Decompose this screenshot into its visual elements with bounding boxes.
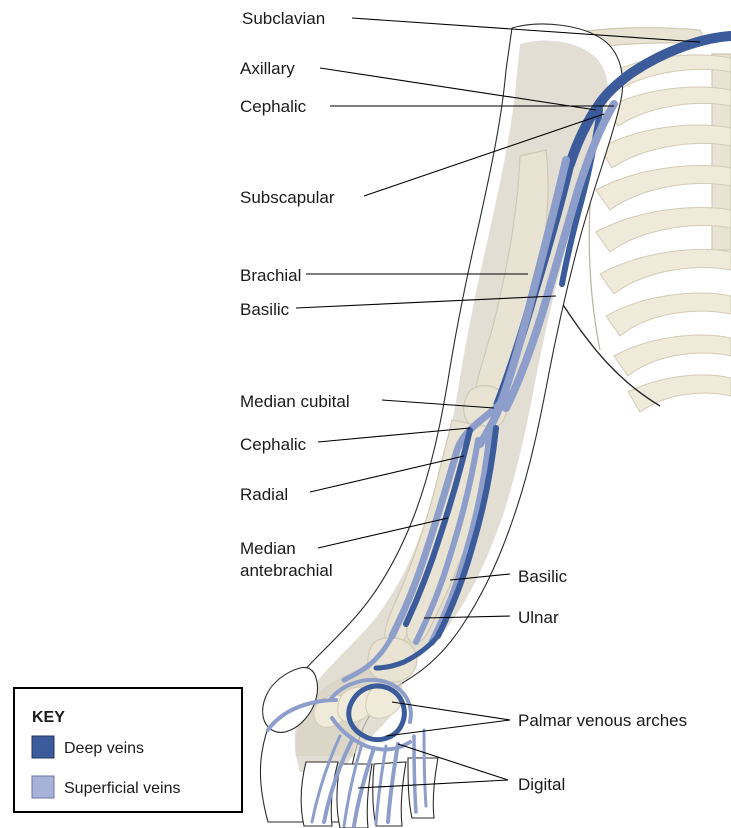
- label-cephalic-upper: Cephalic: [240, 97, 307, 116]
- key-label-superficial-veins: Superficial veins: [64, 780, 181, 797]
- rib-8: [614, 335, 731, 376]
- label-basilic-lower: Basilic: [518, 567, 568, 586]
- label-axillary: Axillary: [240, 59, 295, 78]
- label-median-antebrachial-line2: antebrachial: [240, 561, 333, 580]
- label-cephalic-lower: Cephalic: [240, 435, 307, 454]
- label-subclavian: Subclavian: [242, 9, 326, 28]
- rib-5: [596, 208, 731, 252]
- label-digital: Digital: [518, 775, 566, 794]
- label-radial: Radial: [240, 485, 289, 504]
- rib-3: [600, 125, 731, 168]
- digital-vein-4: [414, 736, 416, 812]
- label-brachial: Brachial: [240, 266, 302, 285]
- key-title: KEY: [32, 709, 65, 726]
- digital-vein-4b: [424, 730, 426, 806]
- label-palmar-venous-arches: Palmar venous arches: [518, 711, 688, 730]
- key-swatch-superficial-veins: [32, 776, 54, 798]
- right-label-group: [518, 567, 687, 794]
- key-label-deep-veins: Deep veins: [64, 740, 145, 757]
- label-median-cubital: Median cubital: [240, 392, 350, 411]
- left-label-group: [240, 9, 350, 580]
- label-basilic-upper: Basilic: [240, 300, 290, 319]
- rib-6: [600, 250, 731, 294]
- rib-9: [628, 375, 731, 412]
- key-swatch-deep-veins: [32, 736, 54, 758]
- label-ulnar: Ulnar: [518, 608, 559, 627]
- rib-7: [606, 293, 731, 336]
- label-median-antebrachial-line1: Median: [240, 539, 296, 558]
- label-subscapular: Subscapular: [240, 188, 335, 207]
- key-legend: [14, 688, 242, 812]
- rib-4: [596, 166, 731, 210]
